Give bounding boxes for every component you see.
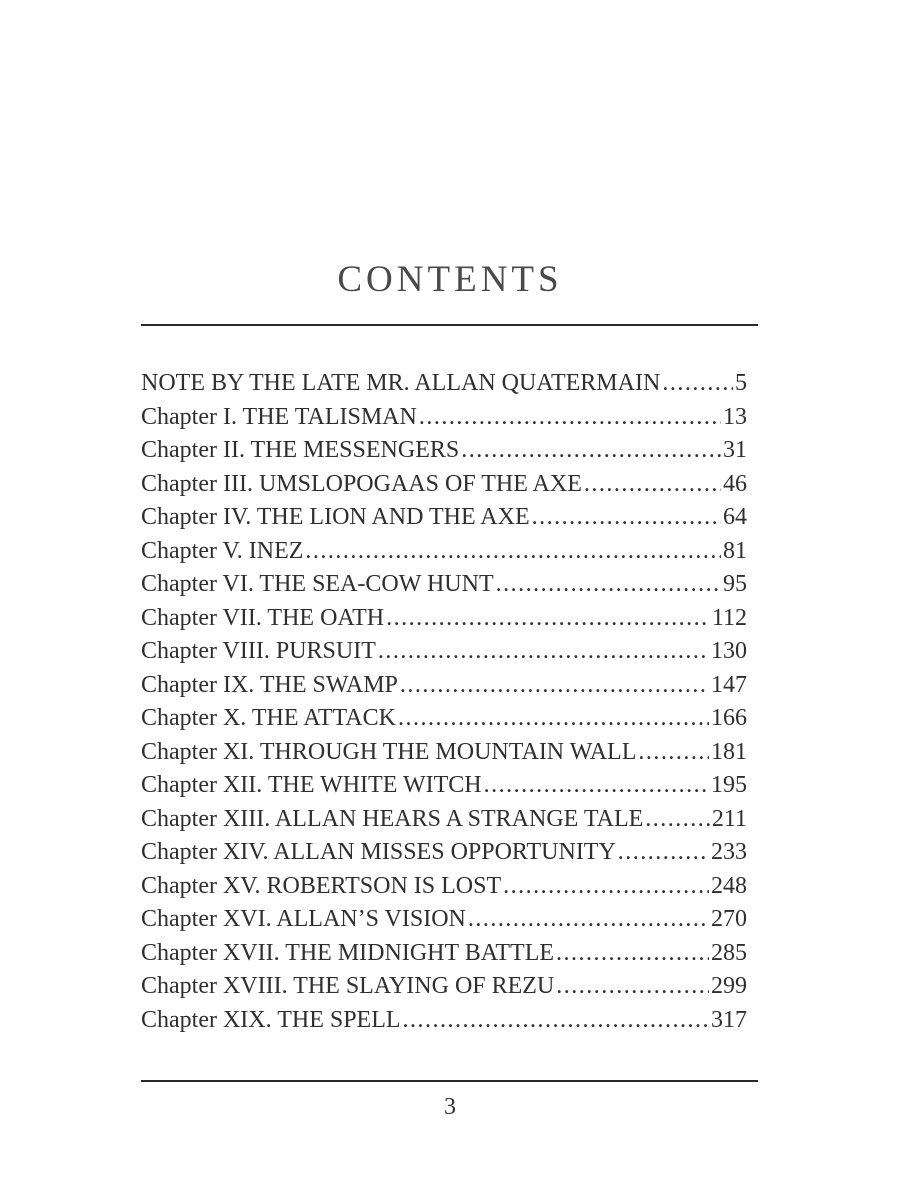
toc-entry-title: Chapter III. UMSLOPOGAAS OF THE AXE [141, 470, 582, 497]
toc-entry-title: Chapter XIX. THE SPELL [141, 1006, 401, 1033]
toc-entry-title: Chapter V. INEZ [141, 537, 304, 564]
toc-entry-page: 81 [723, 537, 747, 564]
dot-leader [419, 401, 721, 435]
toc-entry[interactable] [141, 970, 747, 1004]
toc-entry[interactable] [141, 501, 747, 535]
toc-entry[interactable] [141, 937, 747, 971]
toc-entry-title: Chapter VI. THE SEA-COW HUNT [141, 571, 494, 597]
toc-entry-page: 112 [711, 604, 747, 631]
toc-entry[interactable] [141, 736, 747, 770]
toc-entry-page: 248 [711, 872, 747, 899]
bottom-divider [141, 1080, 758, 1082]
dot-leader [556, 970, 709, 1004]
dot-leader [532, 501, 721, 535]
toc-entry-title: Chapter XVII. THE MIDNIGHT BATTLE [141, 939, 555, 966]
toc-entry-page: 211 [711, 805, 747, 832]
toc-entry[interactable] [141, 903, 747, 937]
toc-entry[interactable] [141, 602, 747, 636]
toc-entry-page: 130 [711, 638, 747, 664]
toc-entry-title: Chapter II. THE MESSENGERS [141, 437, 460, 463]
toc-entry-page: 166 [711, 705, 747, 731]
toc-entry[interactable] [141, 702, 747, 736]
toc-entry[interactable] [141, 803, 747, 837]
toc-entry-page: 95 [723, 571, 747, 597]
toc-entry[interactable] [141, 669, 747, 703]
table-of-contents [141, 367, 747, 1037]
toc-entry-title: Chapter VIII. PURSUIT [141, 638, 376, 664]
dot-leader [503, 870, 709, 904]
toc-entry[interactable] [141, 769, 747, 803]
toc-entry-title: Chapter XIII. ALLAN HEARS A STRANGE TALE [141, 805, 644, 832]
toc-entry-title: Chapter IV. THE LION AND THE AXE [141, 504, 530, 530]
contents-heading: CONTENTS [337, 259, 563, 300]
dot-leader [378, 635, 709, 669]
dot-leader [496, 568, 721, 602]
toc-entry-title: Chapter I. THE TALISMAN [141, 403, 417, 430]
dot-leader [618, 836, 709, 870]
toc-entry-page: 233 [711, 839, 747, 865]
toc-entry-title: NOTE BY THE LATE MR. ALLAN QUATERMAIN [141, 370, 661, 396]
dot-leader [484, 769, 709, 803]
dot-leader [645, 803, 710, 837]
toc-entry-page: 181 [711, 738, 747, 765]
toc-entry[interactable] [141, 635, 747, 669]
toc-entry[interactable] [141, 401, 747, 435]
dot-leader [403, 1004, 709, 1038]
toc-entry-title: Chapter XII. THE WHITE WITCH [141, 772, 482, 798]
toc-entry-title: Chapter XVI. ALLAN’S VISION [141, 906, 466, 932]
dot-leader [556, 937, 709, 971]
top-divider [141, 324, 758, 326]
toc-entry-page: 147 [711, 671, 747, 698]
toc-entry-page: 317 [711, 1006, 747, 1033]
dot-leader [662, 367, 733, 401]
toc-entry-page: 64 [723, 504, 747, 530]
toc-entry[interactable] [141, 1004, 747, 1038]
toc-entry-title: Chapter XI. THROUGH THE MOUNTAIN WALL [141, 738, 637, 765]
toc-entry-page: 31 [723, 437, 747, 463]
toc-entry[interactable] [141, 535, 747, 569]
dot-leader [638, 736, 709, 770]
toc-entry-page: 5 [735, 370, 747, 396]
toc-entry-page: 13 [723, 403, 747, 430]
toc-entry[interactable] [141, 367, 747, 401]
toc-entry-title: Chapter IX. THE SWAMP [141, 671, 398, 698]
toc-entry-title: Chapter VII. THE OATH [141, 604, 385, 631]
dot-leader [584, 468, 721, 502]
toc-entry[interactable] [141, 434, 747, 468]
dot-leader [461, 434, 721, 468]
toc-entry-page: 285 [711, 939, 747, 966]
toc-entry-title: Chapter XIV. ALLAN MISSES OPPORTUNITY [141, 839, 616, 865]
toc-entry-title: Chapter XV. ROBERTSON IS LOST [141, 872, 502, 899]
toc-entry-page: 299 [711, 973, 747, 999]
toc-entry-title: Chapter X. THE ATTACK [141, 705, 396, 731]
toc-entry-page: 195 [711, 772, 747, 798]
dot-leader [386, 602, 710, 636]
page-number: 3 [444, 1094, 456, 1120]
dot-leader [400, 669, 709, 703]
dot-leader [305, 535, 721, 569]
toc-entry-page: 46 [723, 470, 747, 497]
toc-entry-title: Chapter XVIII. THE SLAYING OF REZU [141, 973, 555, 999]
dot-leader [398, 702, 709, 736]
toc-entry[interactable] [141, 836, 747, 870]
toc-entry[interactable] [141, 468, 747, 502]
toc-entry[interactable] [141, 568, 747, 602]
toc-entry-page: 270 [711, 906, 747, 932]
toc-entry[interactable] [141, 870, 747, 904]
dot-leader [468, 903, 709, 937]
